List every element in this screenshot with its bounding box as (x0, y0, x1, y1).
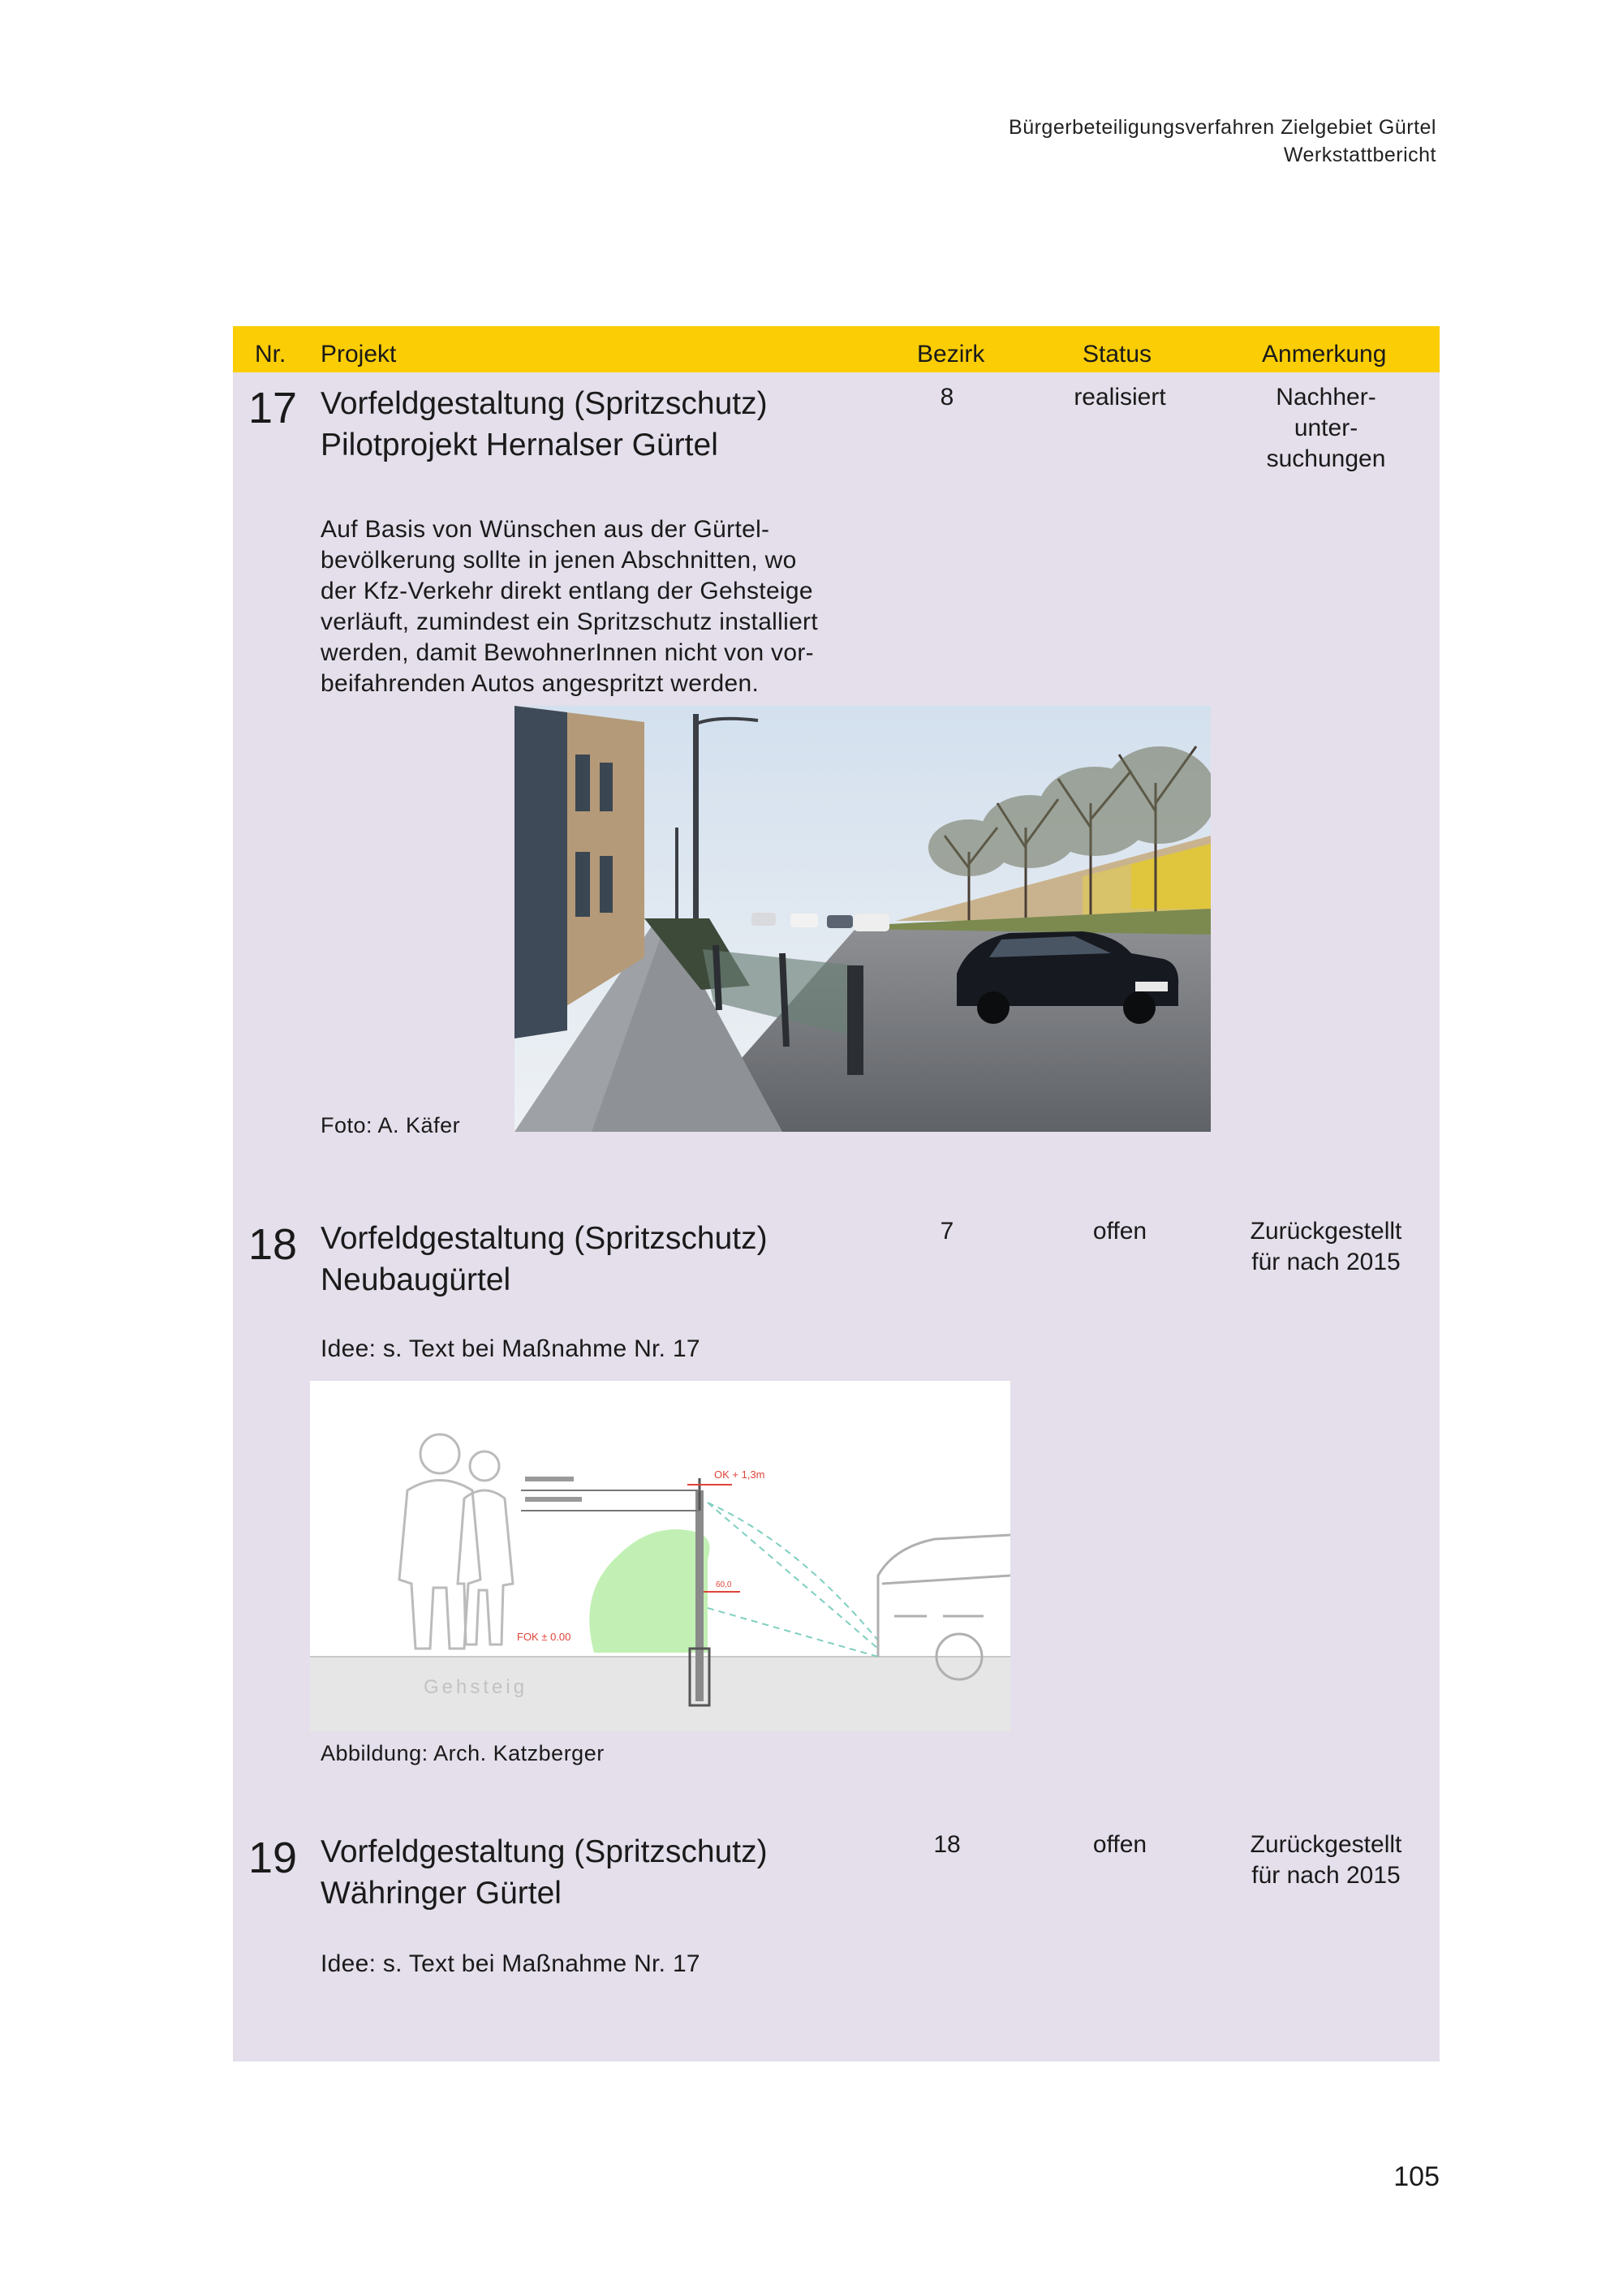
row-17-anmerkung-line1: Nachher- (1276, 384, 1376, 411)
row-17-title-line1: Vorfeldgestaltung (Spritzschutz) (321, 386, 768, 421)
row-19-title-line1: Vorfeldgestaltung (Spritzschutz) (321, 1834, 768, 1869)
row-17-anmerkung-line3: suchungen (1266, 445, 1386, 472)
row-19-anmerkung (1225, 1829, 1427, 1891)
row-18-title-line2: Neubaugürtel (321, 1262, 511, 1297)
col-header-nr: Nr. (255, 341, 286, 368)
col-header-status: Status (1083, 341, 1152, 368)
row-18-description: Idee: s. Text bei Maßnahme Nr. 17 (321, 1335, 700, 1362)
row-17-anmerkung (1225, 382, 1427, 475)
row-17-title-line2: Pilotprojekt Hernalser Gürtel (321, 428, 718, 462)
row-18-status: offen (1092, 1218, 1147, 1245)
row-18-caption: Abbildung: Arch. Katzberger (321, 1741, 605, 1765)
row-18-anmerkung-line1: Zurückgestellt (1250, 1218, 1402, 1245)
row-18-bezirk: 7 (940, 1218, 954, 1245)
drawing-fok-label: FOK ± 0.00 (517, 1631, 571, 1643)
row-17-description-line3: der Kfz-Verkehr direkt entlang der Gehsteige (321, 578, 813, 604)
row-19-anmerkung-line2: für nach 2015 (1251, 1862, 1401, 1889)
section-drawing (310, 1381, 1010, 1731)
row-18-anmerkung-line2: für nach 2015 (1251, 1249, 1401, 1275)
row-19-anmerkung-line1: Zurückgestellt (1250, 1831, 1402, 1858)
row-17-description (321, 514, 818, 699)
row-17-description-line1: Auf Basis von Wünschen aus der Gürtel- (321, 516, 770, 543)
col-header-projekt: Projekt (321, 341, 397, 368)
row-17-caption: Foto: A. Käfer (321, 1113, 461, 1137)
row-18-anmerkung (1225, 1216, 1427, 1278)
row-19-title (321, 1831, 768, 1914)
row-18-title-line1: Vorfeldgestaltung (Spritzschutz) (321, 1221, 768, 1256)
running-header (1009, 114, 1436, 169)
row-17-bezirk: 8 (940, 384, 954, 411)
street-photo (514, 706, 1211, 1132)
table-header (233, 326, 1440, 372)
row-17-description-line4: verläuft, zumindest ein Spritzschutz installiert (321, 608, 818, 635)
row-18-title (321, 1218, 768, 1301)
page-number: 105 (1393, 2161, 1440, 2192)
row-17-description-line6: beifahrenden Autos angespritzt werden. (321, 670, 760, 697)
measures-table (233, 326, 1440, 2062)
row-19-status: offen (1092, 1831, 1147, 1858)
row-19-number: 19 (248, 1834, 298, 1882)
row-17-number: 17 (248, 384, 298, 432)
col-header-bezirk: Bezirk (917, 341, 985, 368)
row-17-title (321, 383, 768, 466)
row-19-title-line2: Währinger Gürtel (321, 1876, 562, 1911)
drawing-height-label: 60,0 (716, 1580, 732, 1589)
row-19-bezirk: 18 (933, 1831, 961, 1858)
row-17-description-line5: werden, damit BewohnerInnen nicht von vor- (321, 639, 814, 666)
drawing-gehsteig-label: Gehsteig (424, 1676, 528, 1698)
drawing-ok-label: OK + 1,3m (714, 1468, 765, 1481)
row-17-description-line2: bevölkerung sollte in jenen Abschnitten, wo (321, 547, 797, 574)
row-17-status: realisiert (1074, 384, 1166, 411)
row-17-anmerkung-line2: unter- (1294, 415, 1358, 441)
row-19-description: Idee: s. Text bei Maßnahme Nr. 17 (321, 1950, 700, 1977)
header-subtitle: Werkstattbericht (1283, 144, 1436, 166)
header-title: Bürgerbeteiligungsverfahren Zielgebiet Gürtel (1009, 116, 1436, 139)
row-18-number: 18 (248, 1220, 298, 1269)
col-header-anmerkung: Anmerkung (1262, 341, 1387, 368)
